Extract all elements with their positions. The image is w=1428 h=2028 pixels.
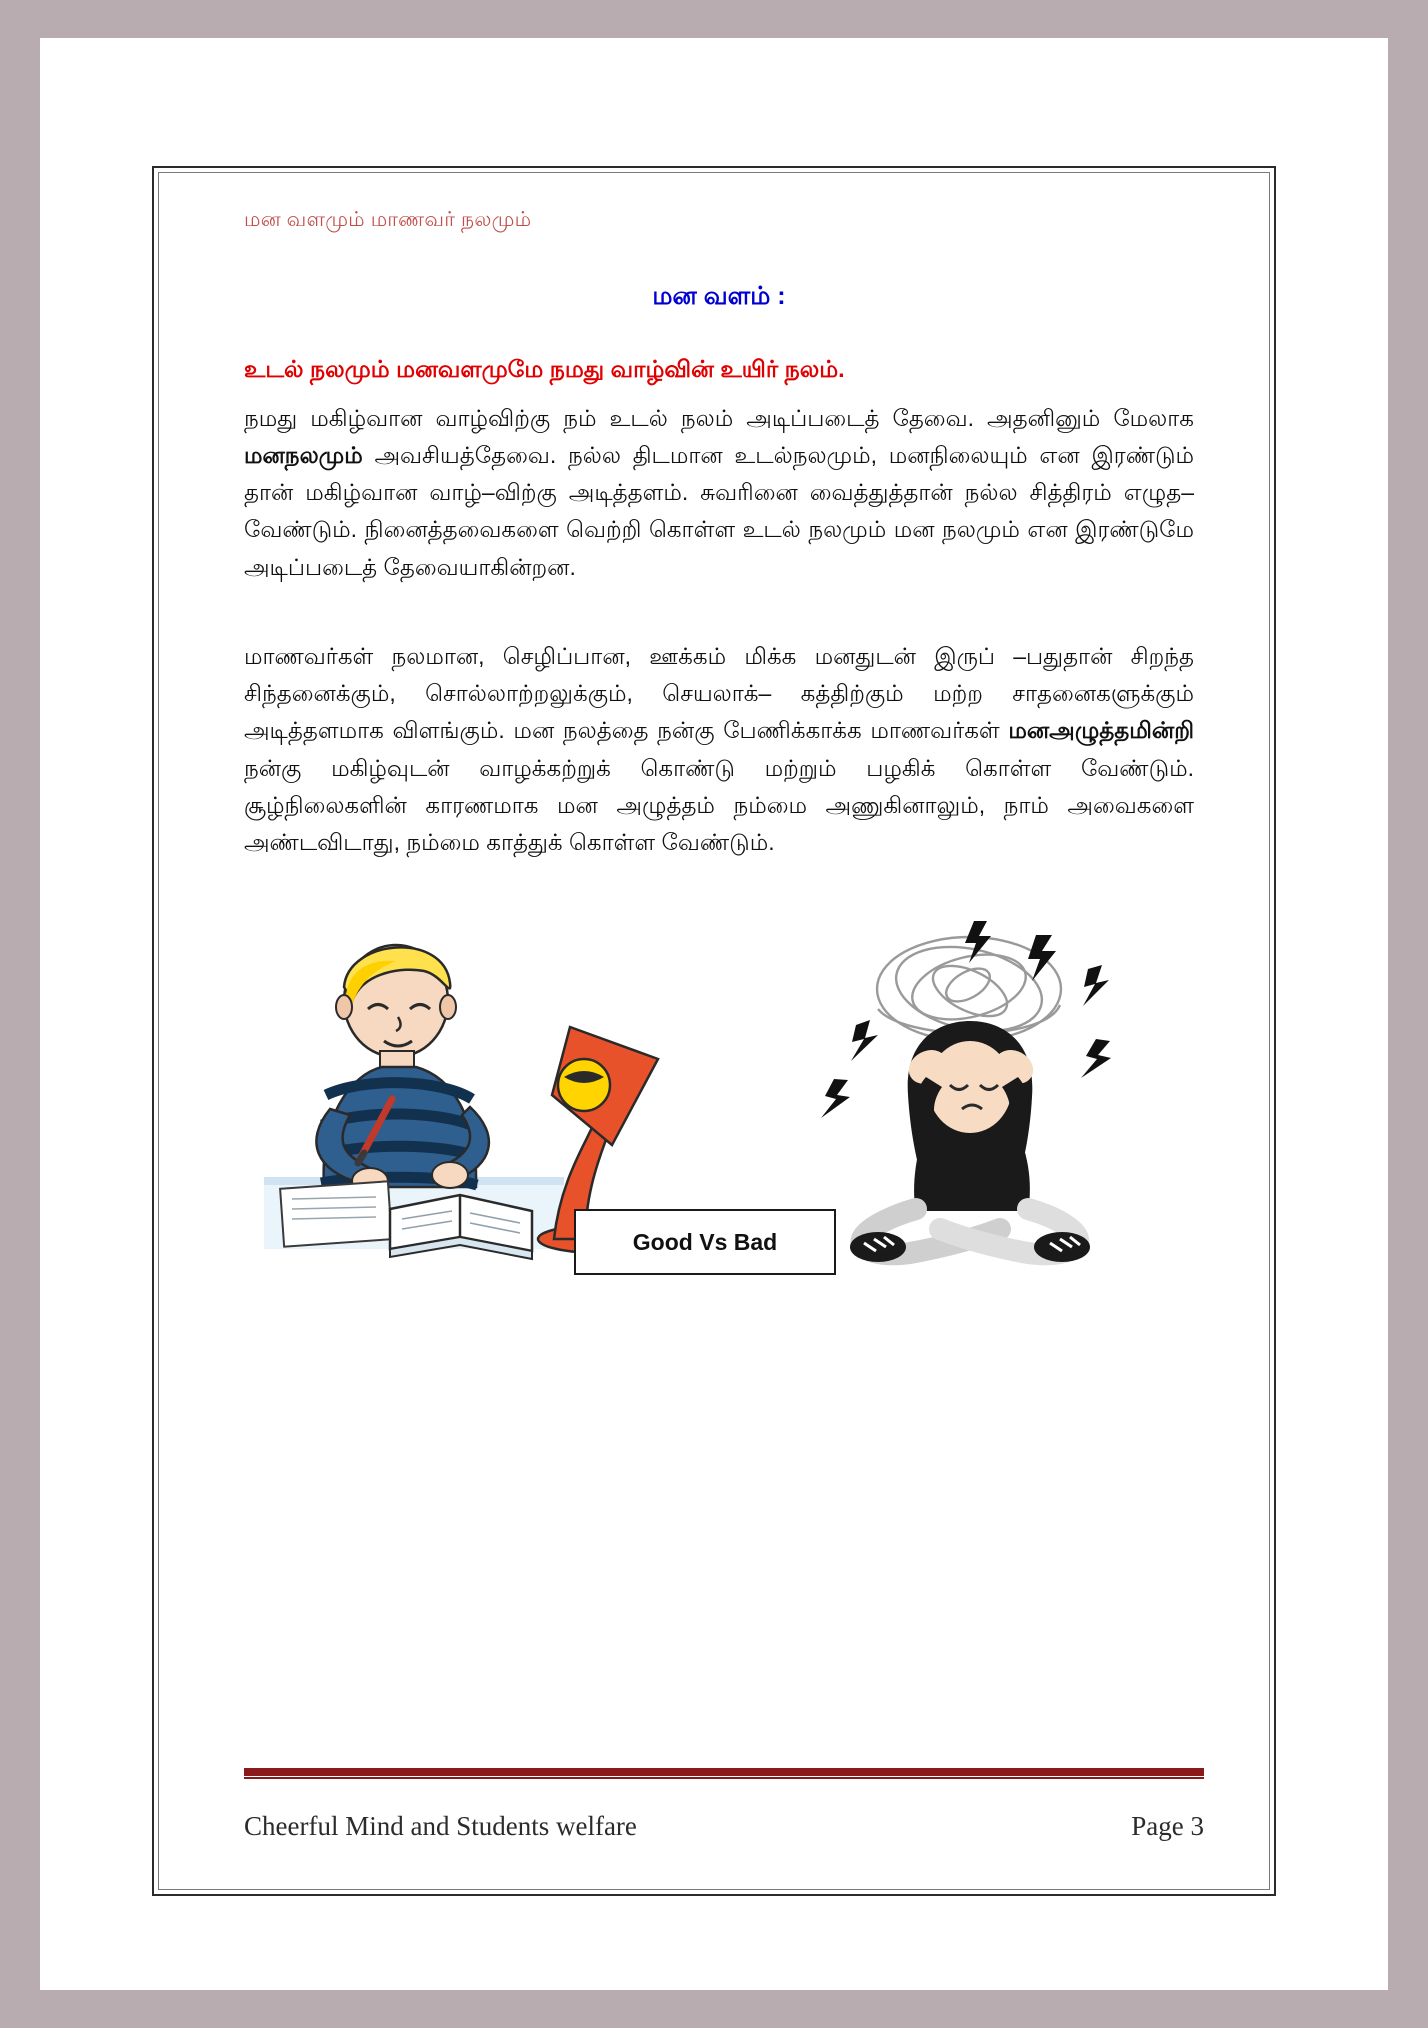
figure-caption-box [574,1209,836,1275]
running-head: மன வளமும் மாணவர் நலமும் [244,208,532,231]
paragraph-spacer [244,612,1194,638]
paper-sheet [40,38,1388,1990]
page-footer [244,1811,1204,1842]
page-content [244,208,1194,1339]
page-frame [152,166,1276,1896]
lead-statement: உடல் நலமும் மனவளமுமே நமது வாழ்வின் உயிர் நலம். [244,356,845,382]
footer-divider [244,1768,1204,1776]
paragraph-1 [244,400,1194,586]
paragraph-2-emphasis: மனஅழுத்தமின்றி [1008,717,1194,744]
footer-page-number: Page 3 [1131,1811,1204,1841]
paragraph-1-text-a: நமது மகிழ்வான வாழ்விற்கு நம் உடல் நலம் அடிப்படைத் தேவை. அதனினும் மேலாக [244,404,1194,431]
stressed-person-illustration [804,917,1134,1277]
paragraph-2-text-a: மாணவர்கள் நலமான, செழிப்பான, ஊக்கம் மிக்க மனதுடன் இருப் –பதுதான் சிறந்த சிந்தனைக்கும், சொல்லாற்றலுக்கும், செயலாக்– கத்திற்கும் மற்ற சாதனைகளுக்கும் அடித்தளமாக விளங்கும். மன நலத்தை நன்கு பேணிக்காக்க மாணவர்கள் [244,642,1194,744]
paragraph-1-emphasis: மனநலமும் [244,441,363,468]
illustration-figure [244,909,1194,1339]
figure-caption-text: Good Vs Bad [632,1228,778,1255]
paragraph-2-text-b: நன்கு மகிழ்வுடன் வாழக்கற்றுக் கொண்டு மற்றும் பழகிக் கொள்ள வேண்டும். சூழ்நிலைகளின் காரணமாக மன அழுத்தம் நம்மை அணுகினாலும், நாம் அவைகளை அண்டவிடாது, நம்மை காத்துக் கொள்ள வேண்டும். [244,754,1194,856]
footer-left-text: Cheerful Mind and Students welfare [244,1811,637,1841]
paragraph-1-text-b: அவசியத்தேவை. நல்ல திடமான உடல்நலமும், மனநிலையும் என இரண்டும் தான் மகிழ்வான வாழ்–விற்கு அடித்தளம். சுவரினை வைத்துத்தான் நல்ல சித்திரம் எழுத–வேண்டும். நினைத்தவைகளை வெற்றி கொள்ள உடல் நலமும் மன நலமும் என இரண்டுமே அடிப்படைத் தேவையாகின்றன. [244,441,1195,580]
section-title: மன வளம் : [652,282,786,310]
paragraph-2 [244,638,1194,862]
